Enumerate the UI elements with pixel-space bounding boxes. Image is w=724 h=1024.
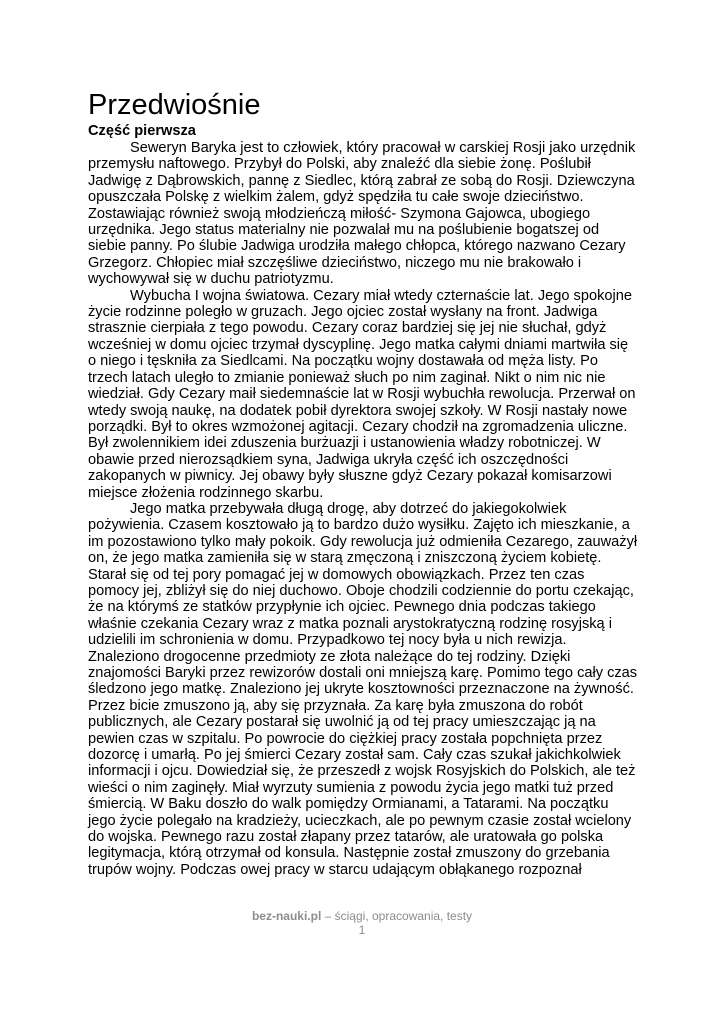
page-number: 1 [358,923,366,937]
page-footer [0,909,724,924]
paragraph-2: Wybucha I wojna światowa. Cezary miał wtedy czternaście lat. Jego spokojne życie rodzinne poległo w gruzach. Jego ojciec został wysłany na front. Jadwiga strasznie cierpiała z tego powodu. Cezary coraz bardziej się jej nie słuchał, gdyż wcześniej w domu ojciec trzymał dyscyplinę. Jego matka całymi dniami martwiła się o niego i tęskniła za Siedlcami. Na początku wojny dostawała od męża listy. Po trzech latach uległo to zmianie ponieważ słuch po nim zaginał. Nikt o nim nic nie wiedział. Gdy Cezary maił siedemnaście lat w Rosji wybuchła rewolucja. Przerwał on wtedy swoją naukę, na dodatek pobił dyrektora swojej szkoły. W Rosji nastały nowe porządki. Był to okres wzmożonej agitacji. Cezary chodził na zgromadzenia uliczne. Był zwolennikiem idei zduszenia burżuazji i ustanowienia władzy robotniczej. W obawie przed nierozsądkiem syna, Jadwiga ukryła część ich oszczędności zakopanych w piwnicy. Jej obawy były słuszne gdyż Cezary pokazał komisarzowi miejsce złożenia rodzinnego skarbu. [88,287,636,501]
section-heading: Część pierwsza [88,123,196,139]
footer-tagline: – ściągi, opracowania, testy [321,909,473,923]
footer-brand: bez-nauki.pl [251,909,322,923]
paragraph-3: Jego matka przebywała długą drogę, aby dotrzeć do jakiegokolwiek pożywienia. Czasem kosztowało ją to bardzo dużo wysiłku. Zajęto ich mieszkanie, a im pozostawiono tylko mały pokoik. Gdy rewolucja już odmieniła Cezarego, zauważył on, że jego matka zamieniła się w starą zmęczoną i zniszczoną życiem kobietę. Starał się od tej pory pomagać jej w domowych obowiązkach. Przez ten czas pomocy jej, zbliżył się do niej duchowo. Oboje chodzili codziennie do portu czekając, że na którymś ze statków przypłynie ich ojciec. Pewnego dnia podczas takiego właśnie czekania Cezary wraz z matka poznali arystokratyczną rodzinę rosyjską i udzielili im schronienia w domu. Przypadkowo tej nocy była u nich rewizja. Znaleziono drogocenne przedmioty ze złota należące do tej rodziny. Dzięki znajomości Baryki przez rewizorów dostali oni mniejszą karę. Pomimo tego cały czas śledzono jego matkę. Znaleziono jej ukryte kosztowności przeznaczone na żywność. Przez bicie zmuszono ją, aby się przyznała. Za karę była zmuszona do robót publicznych, ale Cezary postarał się uwolnić ją od tej pracy umieszczając ją na pewien czas w szpitalu. Po powrocie do ciężkiej pracy została popchnięta przez dozorcę i umarłą. Po jej śmierci Cezary został sam. Cały czas szukał jakichkolwiek informacji i ojcu. Dowiedział się, że przeszedł z wojsk Rosyjskich do Polskich, ale też wieści o nim zaginęły. Miał wyrzuty sumienia z powodu życia jego matki tuż przed śmiercią. W Baku doszło do walk pomiędzy Ormianami, a Tatarami. Na początku jego życie polegało na kradzieży, ucieczkach, ale po pewnym czasie został wcielony do wojska. Pewnego razu został złapany przez tatarów, ale uratowała go polska legitymacja, którą otrzymał od konsula. Następnie został zmuszony do grzebania trupów wojny. Podczas owej pracy w starcu udającym obłąkanego rozpoznał [88,500,638,878]
document-page [88,88,640,878]
document-title: Przedwiośnie [88,89,261,121]
paragraph-1: Seweryn Baryka jest to człowiek, który pracował w carskiej Rosji jako urzędnik przemysłu naftowego. Przybył do Polski, aby znaleźć dla siebie żonę. Poślubił Jadwigę z Dąbrowskich, pannę z Siedlec, którą zabrał ze sobą do Rosji. Dziewczyna opuszczała Polskę z wielkim żalem, gdyż spędziła tu całe swoje dzieciństwo. Zostawiając również swoją młodzieńczą miłość- Szymona Gajowca, ubogiego urzędnika. Jego status materialny nie pozwalał mu na poślubienie bogatszej od siebie panny. Po ślubie Jadwiga urodziła małego chłopca, którego nazwano Cezary Grzegorz. Chłopiec miał szczęśliwe dzieciństwo, niczego mu nie brakowało i wychowywał się w duchu patriotyzmu. [88,140,636,288]
